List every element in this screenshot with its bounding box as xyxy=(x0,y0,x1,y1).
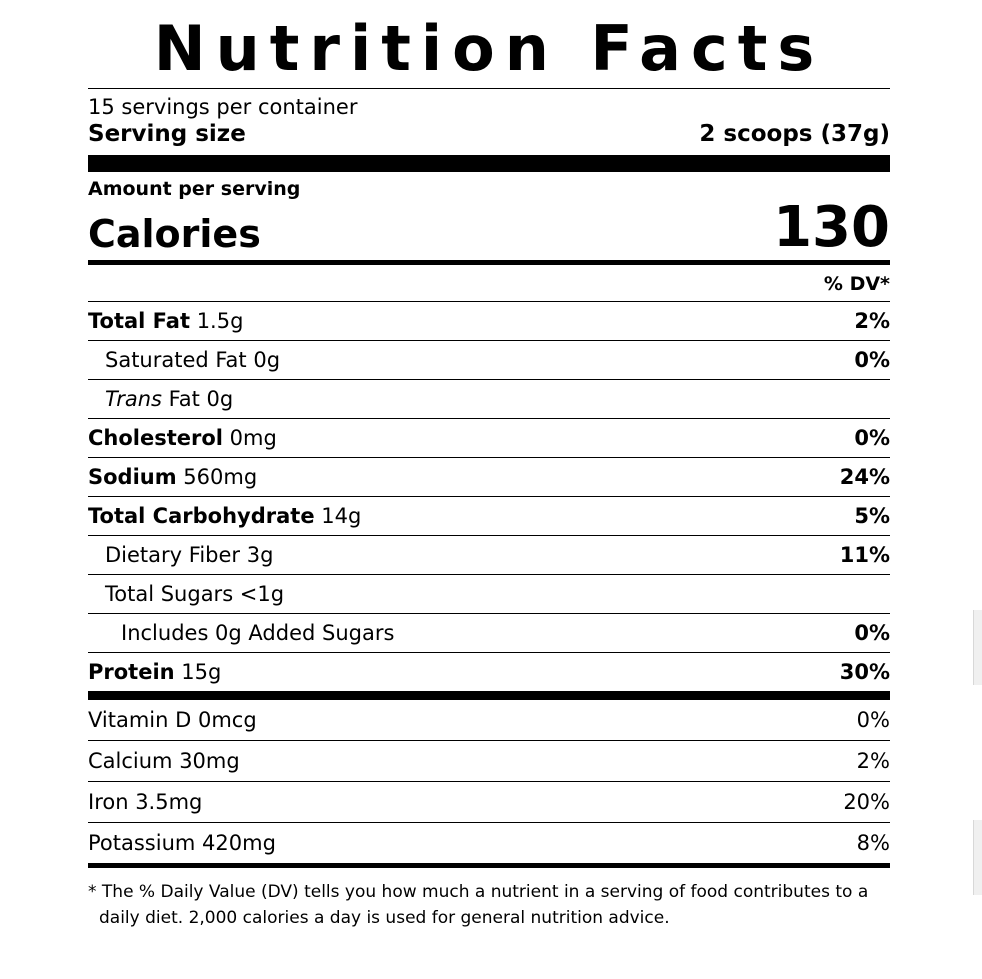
nutrient-name xyxy=(105,582,284,606)
nutrient-name xyxy=(105,543,273,567)
vitamin-list xyxy=(88,700,890,863)
nutrient-daily-value: 0% xyxy=(854,621,890,645)
nutrient-name-secondary: 0mg xyxy=(223,426,277,450)
vitamin-row xyxy=(88,700,890,740)
vitamin-daily-value: 2% xyxy=(856,749,890,773)
serving-size-row xyxy=(88,119,890,155)
nutrition-facts-label xyxy=(88,12,890,931)
nutrient-row xyxy=(88,536,890,574)
nutrient-daily-value: 30% xyxy=(839,660,890,684)
amount-per-serving-label: Amount per serving xyxy=(88,178,301,200)
vitamin-name: Iron 3.5mg xyxy=(88,790,203,814)
nutrient-name-primary: Includes 0g Added Sugars xyxy=(121,621,395,645)
nutrient-daily-value: 2% xyxy=(854,309,890,333)
vitamin-row xyxy=(88,782,890,822)
nutrient-name xyxy=(88,426,277,450)
nutrient-row xyxy=(88,380,890,418)
daily-value-header: % DV* xyxy=(823,273,890,295)
calories-row xyxy=(88,195,890,260)
vitamin-daily-value: 0% xyxy=(856,708,890,732)
page-edge-artifact-bottom xyxy=(973,820,982,895)
vitamin-name: Potassium 420mg xyxy=(88,831,276,855)
vitamin-name: Vitamin D 0mcg xyxy=(88,708,257,732)
nutrient-name-secondary: 1.5g xyxy=(190,309,244,333)
nutrient-name xyxy=(88,309,243,333)
vitamin-row xyxy=(88,823,890,863)
vitamin-row xyxy=(88,741,890,781)
nutrient-name xyxy=(88,660,221,684)
nutrient-name-secondary: Fat 0g xyxy=(161,387,234,411)
nutrient-row xyxy=(88,497,890,535)
nutrient-name-secondary: 15g xyxy=(174,660,222,684)
nutrient-name-primary: Trans xyxy=(105,387,162,411)
serving-size-value: 2 scoops (37g) xyxy=(699,121,890,147)
nutrient-name xyxy=(121,621,394,645)
nutrient-name-primary: Total Sugars <1g xyxy=(105,582,285,606)
nutrient-daily-value: 0% xyxy=(854,426,890,450)
nutrient-name-primary: Cholesterol xyxy=(88,426,223,450)
nutrient-name-primary: Saturated Fat 0g xyxy=(105,348,281,372)
nutrient-daily-value: 5% xyxy=(854,504,890,528)
vitamin-name: Calcium 30mg xyxy=(88,749,240,773)
nutrient-daily-value: 0% xyxy=(854,348,890,372)
divider-thick-top xyxy=(88,155,890,172)
nutrient-daily-value: 11% xyxy=(839,543,890,567)
calories-value: 130 xyxy=(773,195,890,260)
nutrient-row xyxy=(88,653,890,691)
nutrient-name-secondary: 14g xyxy=(314,504,362,528)
label-title: Nutrition Facts xyxy=(153,12,825,85)
vitamin-daily-value: 20% xyxy=(843,790,890,814)
nutrient-row xyxy=(88,302,890,340)
nutrient-name-primary: Total Fat xyxy=(88,309,191,333)
serving-size-label: Serving size xyxy=(88,121,246,147)
nutrient-name-secondary: 560mg xyxy=(176,465,258,489)
footnote-text: * The % Daily Value (DV) tells you how much a nutrient in a serving of food contributes to a daily diet. 2,000 calories a day is used for general nutrition advice. xyxy=(88,882,869,928)
nutrient-name xyxy=(88,504,361,528)
nutrient-daily-value: 24% xyxy=(839,465,890,489)
vitamin-daily-value: 8% xyxy=(856,831,890,855)
page-edge-artifact-top xyxy=(973,610,982,685)
nutrient-name xyxy=(88,465,257,489)
nutrient-row xyxy=(88,341,890,379)
nutrient-name-primary: Dietary Fiber 3g xyxy=(105,543,274,567)
calories-label: Calories xyxy=(88,212,261,257)
nutrient-list xyxy=(88,302,890,691)
nutrient-row xyxy=(88,614,890,652)
nutrient-row xyxy=(88,419,890,457)
nutrient-name xyxy=(105,387,233,411)
nutrient-name-primary: Protein xyxy=(88,660,175,684)
nutrient-row xyxy=(88,458,890,496)
nutrient-row xyxy=(88,575,890,613)
nutrient-name-primary: Sodium xyxy=(88,465,177,489)
nutrient-name-primary: Total Carbohydrate xyxy=(88,504,315,528)
nutrient-name xyxy=(105,348,280,372)
servings-per-container: 15 servings per container xyxy=(88,95,358,119)
divider-thick-bottom xyxy=(88,691,890,700)
